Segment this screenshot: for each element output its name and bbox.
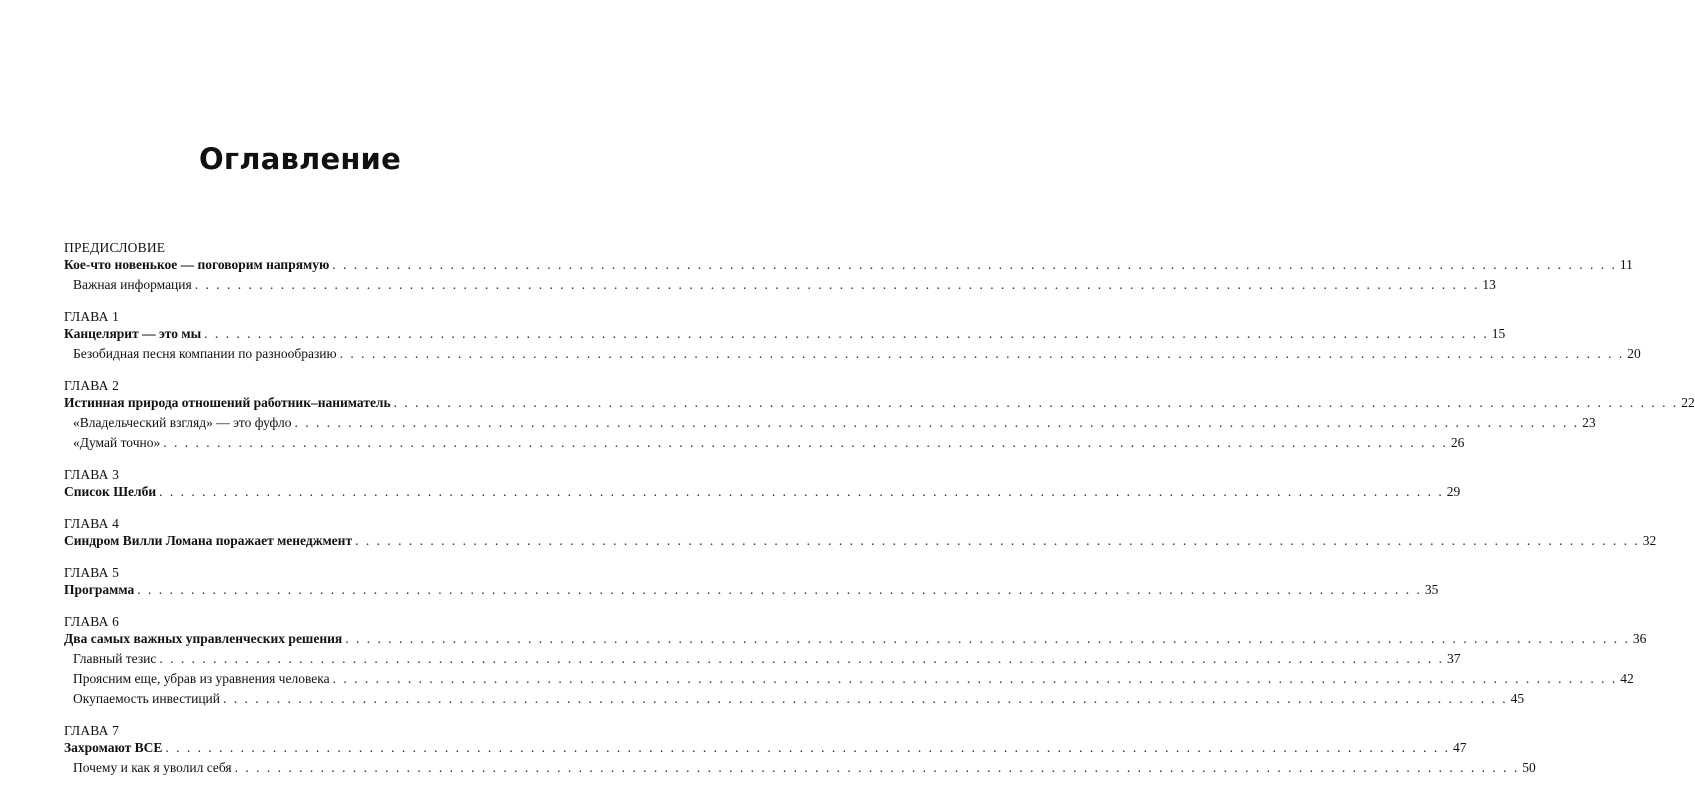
toc-chapter-entry[interactable] <box>64 580 1439 600</box>
page-number: 42 <box>1620 671 1634 686</box>
section-label: ГЛАВА 6 <box>64 614 120 629</box>
page-number: 23 <box>1582 415 1596 430</box>
toc-section <box>64 516 1657 551</box>
page-number: 15 <box>1491 326 1506 341</box>
section-label: ГЛАВА 3 <box>64 467 120 482</box>
toc-subentry[interactable] <box>64 275 1496 295</box>
section-label: ГЛАВА 4 <box>64 516 120 531</box>
toc-chapter-entry[interactable] <box>64 482 1461 502</box>
page-number: 36 <box>1632 631 1647 646</box>
section-label: ГЛАВА 2 <box>64 378 120 393</box>
entry-title: Список Шелби <box>64 484 157 499</box>
toc-subentry[interactable] <box>64 344 1641 364</box>
dot-leader: . . . . . . . . . . . . . . . . . . . . . . . . . . . . . . . . . . . . . . . . . . . . . . . . . . . . . . . . . . . . . . . . . . . . . . . . . . . . . . . . . . . . . . . . . . . . . . . . . . . . . . . . . . . . . . . . . . . . . . . . <box>223 691 1508 706</box>
toc-section <box>64 378 1695 453</box>
toc-chapter-entry[interactable] <box>64 531 1657 551</box>
entry-title: Программа <box>64 582 135 597</box>
toc-chapter-entry[interactable] <box>64 393 1695 413</box>
toc-section <box>64 565 1439 600</box>
entry-title: «Владельческий взгляд» — это фуфло <box>73 415 292 430</box>
entry-title: «Думай точно» <box>73 435 161 450</box>
entry-title: Синдром Вилли Ломана поражает менеджмент <box>64 533 353 548</box>
entry-title: Почему и как я уволил себя <box>73 760 232 775</box>
dot-leader: . . . . . . . . . . . . . . . . . . . . . . . . . . . . . . . . . . . . . . . . . . . . . . . . . . . . . . . . . . . . . . . . . . . . . . . . . . . . . . . . . . . . . . . . . . . . . . . . . . . . . . . . . . . . . . . . . . . . . . . . <box>393 395 1679 410</box>
page-number: 13 <box>1482 277 1496 292</box>
toc-subentry[interactable] <box>64 669 1634 689</box>
toc-section <box>64 309 1641 364</box>
entry-title: Канцелярит — это мы <box>64 326 202 341</box>
page-number: 45 <box>1510 691 1525 706</box>
table-of-contents <box>64 240 1695 792</box>
dot-leader: . . . . . . . . . . . . . . . . . . . . . . . . . . . . . . . . . . . . . . . . . . . . . . . . . . . . . . . . . . . . . . . . . . . . . . . . . . . . . . . . . . . . . . . . . . . . . . . . . . . . . . . . . . . . . . . . . . . . . . . . <box>159 651 1445 666</box>
dot-leader: . . . . . . . . . . . . . . . . . . . . . . . . . . . . . . . . . . . . . . . . . . . . . . . . . . . . . . . . . . . . . . . . . . . . . . . . . . . . . . . . . . . . . . . . . . . . . . . . . . . . . . . . . . . . . . . . . . . . . . . . <box>159 484 1444 499</box>
dot-leader: . . . . . . . . . . . . . . . . . . . . . . . . . . . . . . . . . . . . . . . . . . . . . . . . . . . . . . . . . . . . . . . . . . . . . . . . . . . . . . . . . . . . . . . . . . . . . . . . . . . . . . . . . . . . . . . . . . . . . . . . <box>163 435 1448 450</box>
toc-section <box>64 614 1647 709</box>
page-number: 37 <box>1447 651 1461 666</box>
entry-title: Проясним еще, убрав из уравнения человека <box>73 671 330 686</box>
page-number: 32 <box>1642 533 1657 548</box>
toc-chapter-entry[interactable] <box>64 738 1467 758</box>
section-label: ГЛАВА 7 <box>64 723 120 738</box>
section-label: ПРЕДИСЛОВИЕ <box>64 240 166 255</box>
dot-leader: . . . . . . . . . . . . . . . . . . . . . . . . . . . . . . . . . . . . . . . . . . . . . . . . . . . . . . . . . . . . . . . . . . . . . . . . . . . . . . . . . . . . . . . . . . . . . . . . . . . . . . . . . . . . . . . . . . . . . . . . <box>339 346 1625 361</box>
dot-leader: . . . . . . . . . . . . . . . . . . . . . . . . . . . . . . . . . . . . . . . . . . . . . . . . . . . . . . . . . . . . . . . . . . . . . . . . . . . . . . . . . . . . . . . . . . . . . . . . . . . . . . . . . . . . . . . . . . . . . . . . <box>194 277 1480 292</box>
toc-section <box>64 240 1633 295</box>
dot-leader: . . . . . . . . . . . . . . . . . . . . . . . . . . . . . . . . . . . . . . . . . . . . . . . . . . . . . . . . . . . . . . . . . . . . . . . . . . . . . . . . . . . . . . . . . . . . . . . . . . . . . . . . . . . . . . . . . . . . . . . . <box>234 760 1520 775</box>
toc-subentry[interactable] <box>64 689 1525 709</box>
section-label: ГЛАВА 5 <box>64 565 120 580</box>
toc-subentry[interactable] <box>64 649 1461 669</box>
entry-title: Захромают ВСЕ <box>64 740 163 755</box>
entry-title: Окупаемость инвестиций <box>73 691 220 706</box>
entry-title: Главный тезис <box>73 651 157 666</box>
page-number: 26 <box>1450 435 1465 450</box>
dot-leader: . . . . . . . . . . . . . . . . . . . . . . . . . . . . . . . . . . . . . . . . . . . . . . . . . . . . . . . . . . . . . . . . . . . . . . . . . . . . . . . . . . . . . . . . . . . . . . . . . . . . . . . . . . . . . . . . . . . . . . . . <box>345 631 1630 646</box>
toc-subentry[interactable] <box>64 413 1596 433</box>
toc-chapter-entry[interactable] <box>64 629 1647 649</box>
entry-title: Два самых важных управленческих решения <box>64 631 343 646</box>
page-number: 11 <box>1619 257 1633 272</box>
entry-title: Безобидная песня компании по разнообразию <box>73 346 337 361</box>
toc-chapter-entry[interactable] <box>64 324 1506 344</box>
page-number: 22 <box>1681 395 1695 410</box>
dot-leader: . . . . . . . . . . . . . . . . . . . . . . . . . . . . . . . . . . . . . . . . . . . . . . . . . . . . . . . . . . . . . . . . . . . . . . . . . . . . . . . . . . . . . . . . . . . . . . . . . . . . . . . . . . . . . . . . . . . . . . . . <box>165 740 1451 755</box>
page-number: 35 <box>1424 582 1439 597</box>
entry-title: Кое-что новенькое — поговорим напрямую <box>64 257 330 272</box>
toc-subentry[interactable] <box>64 758 1536 778</box>
dot-leader: . . . . . . . . . . . . . . . . . . . . . . . . . . . . . . . . . . . . . . . . . . . . . . . . . . . . . . . . . . . . . . . . . . . . . . . . . . . . . . . . . . . . . . . . . . . . . . . . . . . . . . . . . . . . . . . . . . . . . . . . <box>137 582 1422 597</box>
page-number: 50 <box>1522 760 1536 775</box>
section-label: ГЛАВА 1 <box>64 309 120 324</box>
dot-leader: . . . . . . . . . . . . . . . . . . . . . . . . . . . . . . . . . . . . . . . . . . . . . . . . . . . . . . . . . . . . . . . . . . . . . . . . . . . . . . . . . . . . . . . . . . . . . . . . . . . . . . . . . . . . . . . . . . . . . . . . <box>204 326 1489 341</box>
page-number: 20 <box>1627 346 1641 361</box>
toc-section <box>64 723 1536 778</box>
toc-section <box>64 467 1461 502</box>
dot-leader: . . . . . . . . . . . . . . . . . . . . . . . . . . . . . . . . . . . . . . . . . . . . . . . . . . . . . . . . . . . . . . . . . . . . . . . . . . . . . . . . . . . . . . . . . . . . . . . . . . . . . . . . . . . . . . . . . . . . . . . . <box>332 671 1618 686</box>
dot-leader: . . . . . . . . . . . . . . . . . . . . . . . . . . . . . . . . . . . . . . . . . . . . . . . . . . . . . . . . . . . . . . . . . . . . . . . . . . . . . . . . . . . . . . . . . . . . . . . . . . . . . . . . . . . . . . . . . . . . . . . . <box>294 415 1580 430</box>
page-number: 29 <box>1446 484 1461 499</box>
entry-title: Важная информация <box>73 277 192 292</box>
dot-leader: . . . . . . . . . . . . . . . . . . . . . . . . . . . . . . . . . . . . . . . . . . . . . . . . . . . . . . . . . . . . . . . . . . . . . . . . . . . . . . . . . . . . . . . . . . . . . . . . . . . . . . . . . . . . . . . . . . . . . . . . <box>355 533 1640 548</box>
toc-chapter-entry[interactable] <box>64 255 1633 275</box>
toc-subentry[interactable] <box>64 433 1465 453</box>
page-number: 47 <box>1453 740 1467 755</box>
dot-leader: . . . . . . . . . . . . . . . . . . . . . . . . . . . . . . . . . . . . . . . . . . . . . . . . . . . . . . . . . . . . . . . . . . . . . . . . . . . . . . . . . . . . . . . . . . . . . . . . . . . . . . . . . . . . . . . . . . . . . . . . <box>332 257 1617 272</box>
page-title: Оглавление <box>199 142 401 176</box>
entry-title: Истинная природа отношений работник–наниматель <box>64 395 391 410</box>
